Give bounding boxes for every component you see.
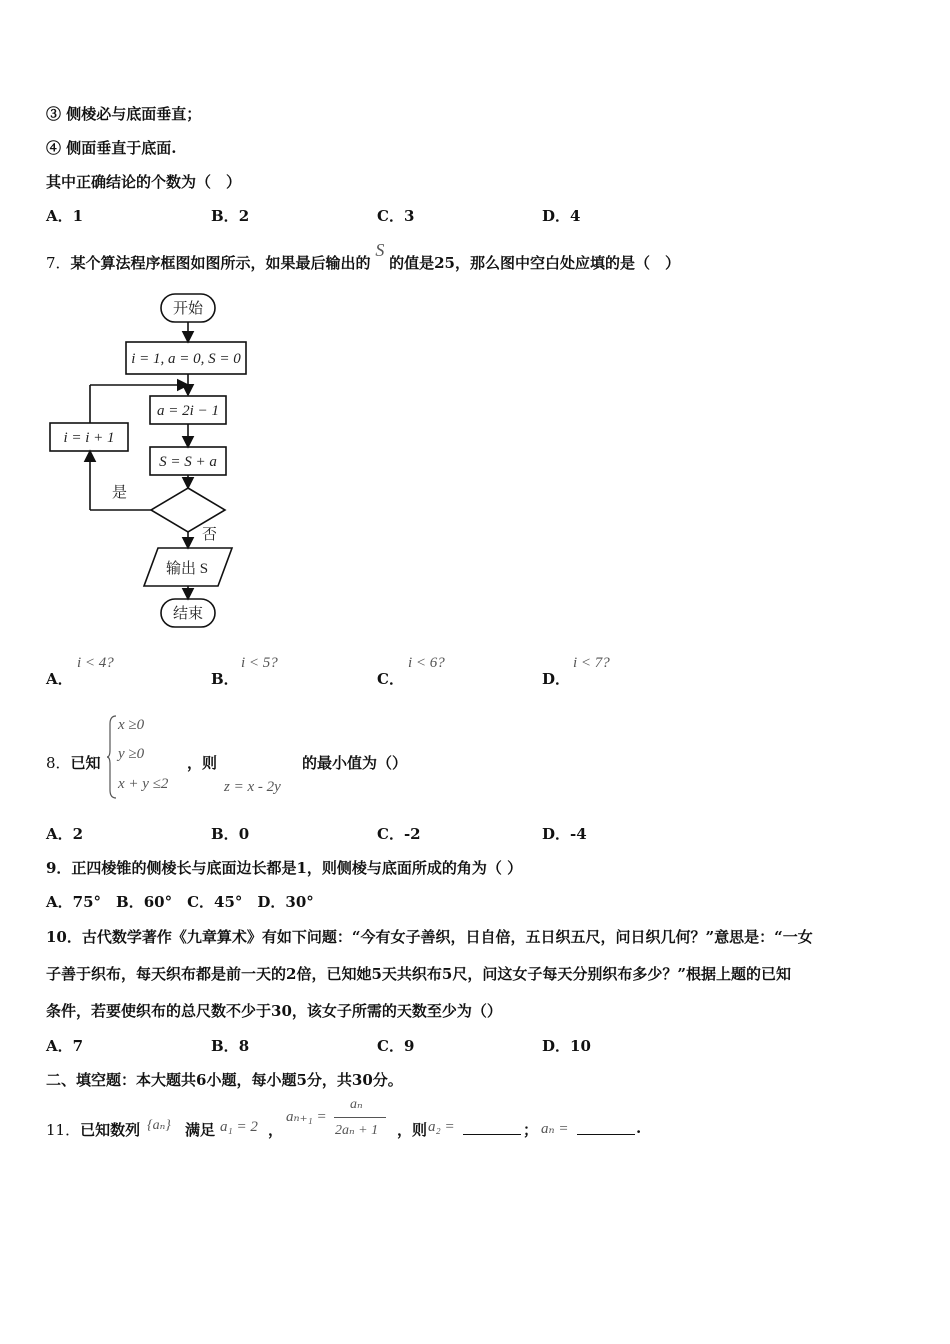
q7-option-a-value: i < 4? xyxy=(77,655,114,671)
q7-option-b: B． xyxy=(211,670,239,688)
q11-a2-label: a₂ = xyxy=(428,1119,455,1135)
q11-end: . xyxy=(636,1119,642,1137)
q7-stem-a: 某个算法程序框图如图所示，如果最后输出的 xyxy=(70,254,371,272)
q11-fraction-bar xyxy=(334,1117,386,1118)
flow-step-i-label: i = i + 1 xyxy=(63,430,115,446)
q11-sequence: {aₙ} xyxy=(147,1118,171,1133)
q7-var-s: S xyxy=(375,240,385,260)
section-2-heading: 二、填空题：本大题共6小题，每小题5分，共30分。 xyxy=(46,1071,403,1089)
q8-condition-1: x ≥0 xyxy=(118,717,145,733)
q9-options: A．75° B．60° C．45° D．30° xyxy=(46,893,314,911)
q11-an-label: aₙ = xyxy=(541,1121,569,1137)
q10-option-a: A．7 xyxy=(46,1037,84,1055)
q11-a1: a₁ = 2 xyxy=(220,1119,258,1135)
flow-start-label: 开始 xyxy=(172,301,204,317)
q11-recurrence-lhs: aₙ₊₁ = xyxy=(286,1109,327,1125)
q11-recurrence-numerator: aₙ xyxy=(350,1097,363,1112)
q8-brace xyxy=(106,714,118,800)
q11-comma: ， xyxy=(268,1121,284,1139)
flow-step-a-label: a = 2i − 1 xyxy=(157,403,219,419)
q6-option-d: D．4 xyxy=(542,207,581,225)
q8-option-a: A．2 xyxy=(46,825,84,843)
q10-option-d: D．10 xyxy=(542,1037,591,1055)
q8-option-d: D．-4 xyxy=(542,825,587,843)
flow-step-s-label: S = S + a xyxy=(159,454,217,470)
q8-condition-3: x + y ≤2 xyxy=(118,776,169,792)
q11-then: ，则 xyxy=(397,1121,428,1139)
q11-a2-blank xyxy=(463,1119,521,1137)
q11-separator: ； xyxy=(523,1121,539,1139)
q11-number: 11．已知数列 xyxy=(46,1121,141,1139)
q7-option-d-value: i < 7? xyxy=(573,655,610,671)
q6-statement-4: ④ 侧面垂直于底面. xyxy=(46,139,177,157)
q11-recurrence-denominator: 2aₙ + 1 xyxy=(335,1123,379,1138)
q7-option-c-value: i < 6? xyxy=(408,655,445,671)
q7-number: 7． xyxy=(46,254,71,272)
q9-stem: 9．正四棱锥的侧棱长与底面边长都是1，则侧棱与底面所成的角为（ ） xyxy=(46,859,523,877)
q6-stem: 其中正确结论的个数为（ ） xyxy=(46,173,242,191)
flow-end-label: 结束 xyxy=(172,606,204,622)
q10-option-b: B．8 xyxy=(211,1037,250,1055)
q7-flowchart xyxy=(40,285,270,635)
q7-option-c: C． xyxy=(377,670,404,688)
q8-tail: 的最小值为（） xyxy=(302,754,408,772)
q11-satisfy: 满足 xyxy=(185,1121,216,1139)
q10-line-3: 条件，若要使织布的总尺数不少于30，该女子所需的天数至少为（） xyxy=(46,1002,502,1020)
q11-an-blank xyxy=(577,1119,635,1137)
flow-no-label: 否 xyxy=(202,527,218,543)
q6-statement-3: ③ 侧棱必与底面垂直； xyxy=(46,105,202,123)
q7-option-d: D． xyxy=(542,670,571,688)
q7-stem-b: 的值是25，那么图中空白处应填的是（ ） xyxy=(389,254,681,272)
q7-option-a: A． xyxy=(46,670,73,688)
flow-output-label: 输出 S xyxy=(165,561,209,577)
q6-option-c: C．3 xyxy=(377,207,415,225)
q8-expression: z = x - 2y xyxy=(224,779,281,795)
q10-line-2: 子善于织布，每天织布都是前一天的2倍，已知她5天共织布5尺，问这女子每天分别织布多少？”根据上题的已知 xyxy=(46,965,791,983)
q8-number: 8．已知 xyxy=(46,754,101,772)
flow-init-label: i = 1, a = 0, S = 0 xyxy=(131,351,241,367)
q8-option-c: C．-2 xyxy=(377,825,421,843)
q8-condition-2: y ≥0 xyxy=(118,746,145,762)
q7-option-b-value: i < 5? xyxy=(241,655,278,671)
q10-option-c: C．9 xyxy=(377,1037,415,1055)
q7-stem xyxy=(46,240,681,273)
flow-condition-node xyxy=(151,488,225,532)
q8-option-b: B．0 xyxy=(211,825,250,843)
q6-option-a: A．1 xyxy=(46,207,84,225)
q6-option-b: B．2 xyxy=(211,207,250,225)
q8-then: ，则 xyxy=(187,754,218,772)
q10-line-1: 10．古代数学著作《九章算术》有如下问题：“今有女子善织，日自倍，五日织五尺，问日织几何？”意思是：“一女 xyxy=(46,928,813,946)
flow-yes-label: 是 xyxy=(112,485,128,501)
